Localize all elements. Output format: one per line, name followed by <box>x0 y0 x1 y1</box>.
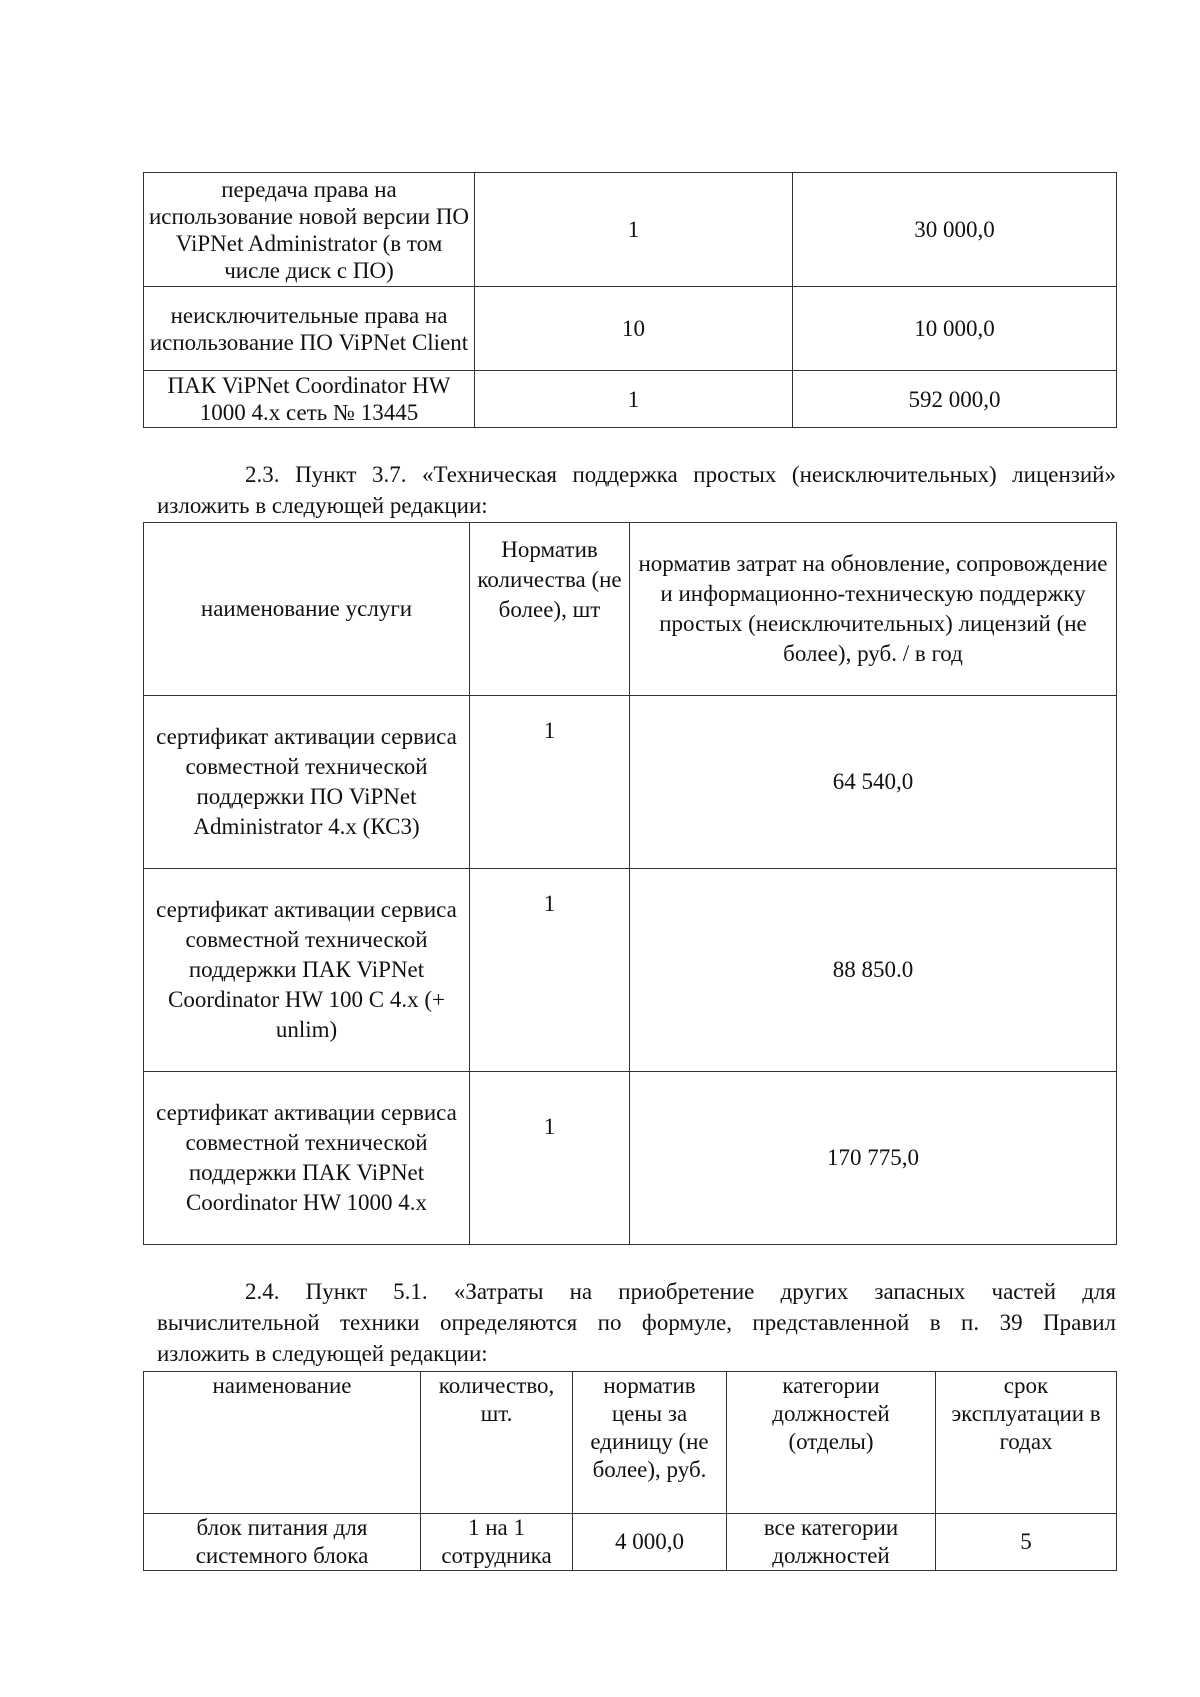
table-cell-cost: 88 850.0 <box>630 869 1117 1072</box>
table-cell-qty: 1 <box>470 869 630 1072</box>
header-price: норматив цены за единицу (не более), руб. <box>573 1372 727 1514</box>
table-cell-price: 10 000,0 <box>793 287 1117 371</box>
table-cell-qty: 1 <box>475 371 793 428</box>
table-cell-term: 5 <box>936 1514 1117 1571</box>
paragraph-2-4 <box>157 1276 1116 1369</box>
table-cell-qty: 1 <box>475 173 793 287</box>
table-row <box>144 173 1117 287</box>
table-cell-name: сертификат активации сервиса совместной технической поддержки ПО ViPNet Administrator 4.x (КС3) <box>144 696 470 869</box>
header-category: категории должностей (отделы) <box>727 1372 936 1514</box>
table-row <box>144 287 1117 371</box>
table-row <box>144 696 1117 869</box>
licenses-table <box>143 172 1117 428</box>
paragraph-line: вычислительной техники определяются по формуле, представленной в п. 39 Правил <box>157 1310 1116 1335</box>
table-cell-name: передача права на использование новой версии ПО ViPNet Administrator (в том числе диск с ПО) <box>144 173 475 287</box>
header-name: наименование услуги <box>144 523 470 696</box>
header-cost: норматив затрат на обновление, сопровождение и информационно-техническую поддержку простых (неисключительных) лицензий (не более), руб. / в год <box>630 523 1117 696</box>
table-cell-qty: 1 <box>470 696 630 869</box>
table-cell-price: 30 000,0 <box>793 173 1117 287</box>
table-row <box>144 1072 1117 1245</box>
table-cell-qty: 1 <box>470 1072 630 1245</box>
support-licenses-table <box>143 522 1117 1245</box>
header-name: наименование <box>144 1372 421 1514</box>
table-cell-cost: 170 775,0 <box>630 1072 1117 1245</box>
table-cell-price: 4 000,0 <box>573 1514 727 1571</box>
table-cell-name: ПАК ViPNet Coordinator HW 1000 4.x сеть № 13445 <box>144 371 475 428</box>
table-cell-price: 592 000,0 <box>793 371 1117 428</box>
paragraph-2-3 <box>157 459 1116 521</box>
header-term: срок эксплуатации в годах <box>936 1372 1117 1514</box>
table-header-row <box>144 523 1117 696</box>
header-qty: Норматив количества (не более), шт <box>470 523 630 696</box>
table-cell-name: сертификат активации сервиса совместной технической поддержки ПАК ViPNet Coordinator HW 100 C 4.x (+ unlim) <box>144 869 470 1072</box>
table-cell-category: все категории должностей <box>727 1514 936 1571</box>
table-cell-name: блок питания для системного блока <box>144 1514 421 1571</box>
table-row <box>144 371 1117 428</box>
table-cell-qty: 1 на 1 сотрудника <box>421 1514 573 1571</box>
table-header-row <box>144 1372 1117 1514</box>
table-cell-name: сертификат активации сервиса совместной технической поддержки ПАК ViPNet Coordinator HW 1000 4.x <box>144 1072 470 1245</box>
table-cell-qty: 10 <box>475 287 793 371</box>
table-cell-cost: 64 540,0 <box>630 696 1117 869</box>
paragraph-line: 2.4. Пункт 5.1. «Затраты на приобретение других запасных частей для <box>245 1279 1116 1304</box>
spare-parts-table <box>143 1371 1117 1571</box>
table-row <box>144 1514 1117 1571</box>
table-cell-name: неисключительные права на использование ПО ViPNet Client <box>144 287 475 371</box>
table-row <box>144 869 1117 1072</box>
paragraph-line: изложить в следующей редакции: <box>157 1341 488 1366</box>
paragraph-line: 2.3. Пункт 3.7. «Техническая поддержка простых (неисключительных) лицензий» <box>245 462 1116 487</box>
header-qty: количество, шт. <box>421 1372 573 1514</box>
paragraph-line: изложить в следующей редакции: <box>157 493 488 518</box>
